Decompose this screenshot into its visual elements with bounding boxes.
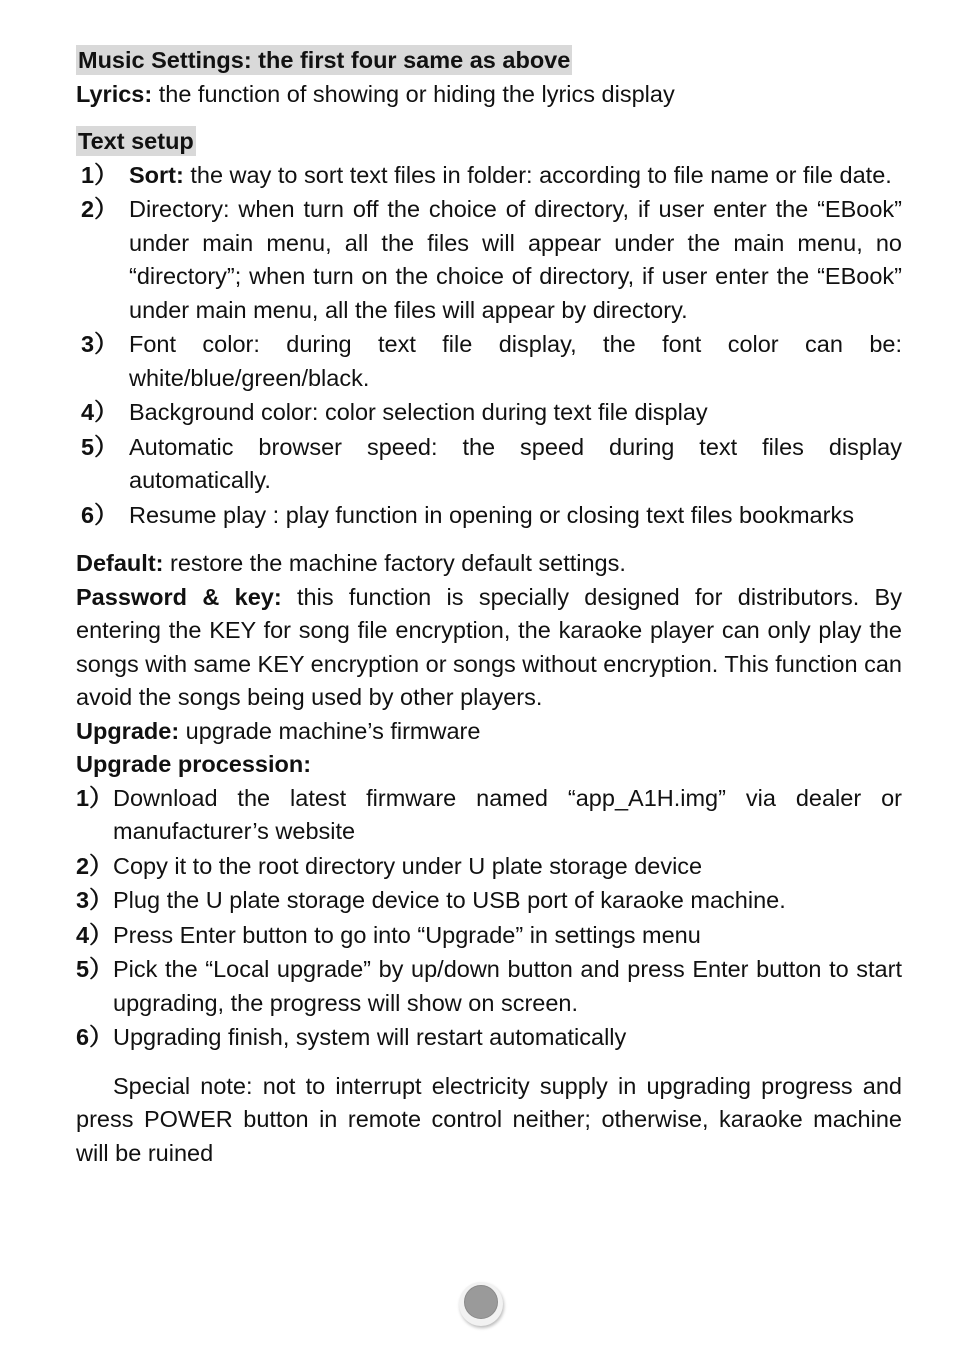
- list-text: Directory: when turn off the choice of directory, if user enter the “EBook” under main menu, all the files will appear under the main menu, no “directory”; when turn on the choice of directory, if user enter the “EBook” under main menu, all the files will appear by directory.: [129, 196, 902, 323]
- password-paragraph: [76, 581, 902, 715]
- lyrics-label: Lyrics:: [76, 80, 153, 107]
- list-number: 2）: [76, 852, 113, 879]
- password-label: Password & key:: [76, 583, 282, 610]
- sort-label: Sort:: [129, 161, 184, 188]
- music-settings-heading: Music Settings: the first four same as above: [78, 47, 571, 73]
- page-marker-icon: [459, 1282, 503, 1326]
- upgrade-step-5: [76, 953, 902, 1020]
- password-text: this function is specially designed for distributors. By entering the KEY for song file encryption, the karaoke player can only play the songs with same KEY encryption or songs without encryption. This function can avoid the songs being used by other players.: [76, 583, 902, 710]
- upgrade-step-3: [76, 884, 902, 918]
- list-text: Press Enter button to go into “Upgrade” in settings menu: [113, 921, 701, 948]
- list-text: Download the latest firmware named “app_A1H.img” via dealer or manufacturer’s website: [113, 784, 902, 844]
- list-number: 2）: [81, 196, 118, 222]
- list-number: 3）: [76, 887, 113, 913]
- text-setup-heading: Text setup: [78, 128, 194, 154]
- upgrade-paragraph: [76, 715, 902, 749]
- lyrics-line: [76, 78, 902, 112]
- list-text: Upgrading finish, system will restart automatically: [113, 1024, 627, 1050]
- default-paragraph: [76, 547, 902, 581]
- list-number: 6）: [76, 1024, 113, 1050]
- upgrade-procession-section: [76, 748, 902, 1055]
- list-number: 6）: [81, 501, 118, 528]
- list-text: Copy it to the root directory under U plate storage device: [113, 852, 703, 879]
- list-number: 4）: [76, 921, 113, 948]
- list-text: [129, 159, 902, 193]
- upgrade-procession-heading: Upgrade procession:: [76, 751, 312, 777]
- list-number: 1）: [81, 161, 118, 188]
- special-note: Special note: not to interrupt electricity supply in upgrading progress and press POWER button in remote control neither; otherwise, karaoke machine will be ruined: [76, 1072, 902, 1166]
- list-text: Background color: color selection during text file display: [129, 399, 708, 425]
- text-setup-item-3: [76, 328, 902, 395]
- upgrade-text: upgrade machine’s firmware: [179, 717, 481, 744]
- sort-text: the way to sort text files in folder: according to file name or file date.: [183, 161, 892, 188]
- text-setup-item-1: [76, 159, 902, 193]
- text-setup-item-2: [76, 193, 902, 327]
- list-number: 4）: [81, 399, 118, 425]
- list-number: 3）: [81, 331, 118, 357]
- list-text: Automatic browser speed: the speed during text files display automatically.: [129, 433, 902, 493]
- list-text: Font color: during text file display, the font color can be: white/blue/green/black.: [129, 331, 902, 391]
- text-setup-section: [76, 125, 902, 532]
- upgrade-step-6: [76, 1021, 902, 1055]
- list-number: 5）: [76, 956, 113, 982]
- upgrade-step-2: [76, 850, 902, 884]
- upgrade-step-4: [76, 919, 902, 953]
- list-number: 1）: [76, 784, 113, 811]
- text-setup-item-6: [76, 499, 902, 533]
- document-page: [76, 44, 902, 1170]
- upgrade-step-1: [76, 782, 902, 849]
- default-label: Default:: [76, 550, 164, 576]
- lyrics-text: the function of showing or hiding the lyrics display: [152, 80, 675, 107]
- list-text: Resume play : play function in opening or closing text files bookmarks: [129, 501, 854, 528]
- list-text: Plug the U plate storage device to USB port of karaoke machine.: [113, 887, 786, 913]
- music-settings-section: [76, 44, 902, 111]
- text-setup-item-4: [76, 396, 902, 430]
- list-text: Pick the “Local upgrade” by up/down button and press Enter button to start upgrading, the progress will show on screen.: [113, 956, 902, 1016]
- default-text: restore the machine factory default settings.: [163, 550, 626, 576]
- upgrade-label: Upgrade:: [76, 717, 180, 744]
- list-number: 5）: [81, 433, 118, 460]
- text-setup-item-5: [76, 431, 902, 498]
